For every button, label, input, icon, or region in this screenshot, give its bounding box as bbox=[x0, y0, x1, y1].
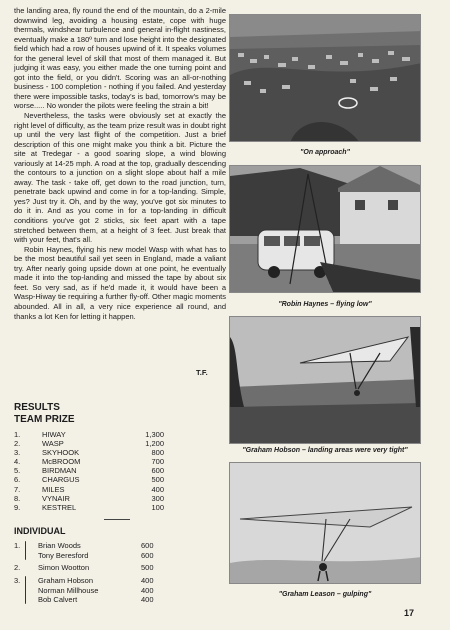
score-cell: 600 bbox=[151, 466, 164, 476]
team-name-cell: HIWAY bbox=[42, 430, 66, 439]
team-prize-heading: TEAM PRIZE bbox=[14, 414, 75, 425]
list-item bbox=[14, 595, 164, 605]
table-row bbox=[14, 503, 164, 512]
rank-cell: 2. bbox=[14, 439, 21, 449]
article-paragraph: Nevertheless, the tasks were obviously set at exactly the right level of difficulty, as the team prize result was in doubt right up until the very last flight of the competition. Just a brief description of this one might make you think a bit. Picture the site at Tredegar - a good soaring slope, a wind blowing variously at 14-25 mph. A road at the top, gradually descending the contours to a junction on a slight slope about half a mile away. The task - take off, get down to the road junction, turn, penetrate back upwind and come in for a top-landing. Simple, yes? Just try it. Oh, and by the way, you've got six minutes to do it in. And as you come in for a top-landing in difficult conditions you've got 2 sticks, six feet apart with a tape stretched between them, at a height of 3 feet. Just break that with your feet, that's all. bbox=[14, 111, 226, 245]
team-name-cell: MILES bbox=[42, 484, 65, 494]
team-name-cell: McBROOM bbox=[42, 457, 81, 467]
rank-cell: 6. bbox=[14, 475, 21, 485]
page-number: 17 bbox=[404, 608, 415, 618]
rank-label: 1. bbox=[14, 541, 21, 550]
pilot-score: 400 bbox=[141, 576, 154, 585]
individual-group-1 bbox=[14, 541, 164, 560]
pilot-score: 500 bbox=[141, 563, 154, 572]
team-name-cell: KESTREL bbox=[42, 502, 77, 512]
table-row bbox=[14, 457, 164, 466]
photo-robin-haynes bbox=[229, 165, 421, 293]
team-name-cell: CHARGUS bbox=[42, 475, 80, 485]
caption-photo-1: "On approach" bbox=[300, 149, 350, 156]
pilot-name: Brian Woods bbox=[38, 541, 81, 550]
pilot-score: 400 bbox=[141, 585, 154, 595]
score-cell: 100 bbox=[151, 502, 164, 512]
author-signoff: T.F. bbox=[196, 368, 208, 377]
score-cell: 800 bbox=[151, 448, 164, 458]
photo-graham-leason bbox=[229, 462, 421, 584]
team-name-cell: VYNAIR bbox=[42, 493, 70, 503]
score-cell: 1,200 bbox=[145, 439, 164, 449]
table-row bbox=[14, 494, 164, 503]
caption-photo-4: "Graham Leason – gulping" bbox=[278, 591, 372, 598]
list-item bbox=[14, 551, 164, 561]
table-row bbox=[14, 475, 164, 484]
list-item bbox=[14, 576, 164, 586]
photo-graham-hobson bbox=[229, 316, 421, 444]
rank-cell: 5. bbox=[14, 466, 21, 476]
score-cell: 500 bbox=[151, 475, 164, 485]
pilot-name: Tony Beresford bbox=[38, 550, 89, 560]
individual-group-2 bbox=[14, 563, 164, 573]
table-row bbox=[14, 466, 164, 475]
results-heading: RESULTS bbox=[14, 402, 60, 413]
rank-cell: 4. bbox=[14, 457, 21, 467]
team-name-cell: BIRDMAN bbox=[42, 466, 77, 476]
table-row bbox=[14, 439, 164, 448]
individual-group-3 bbox=[14, 576, 164, 605]
rank-cell: 9. bbox=[14, 502, 21, 512]
caption-photo-2: "Robin Haynes – flying low" bbox=[278, 301, 372, 308]
rank-cell: 1. bbox=[14, 430, 21, 439]
list-item bbox=[14, 541, 164, 551]
rank-label: 3. bbox=[14, 576, 21, 585]
list-item bbox=[14, 563, 164, 573]
score-cell: 1,300 bbox=[145, 430, 164, 439]
team-results-table bbox=[14, 430, 164, 512]
pilot-name: Bob Calvert bbox=[38, 595, 78, 604]
individual-heading: INDIVIDUAL bbox=[14, 526, 66, 536]
rank-label: 2. bbox=[14, 563, 21, 572]
score-cell: 700 bbox=[151, 457, 164, 467]
rank-cell: 3. bbox=[14, 448, 21, 458]
pilot-score: 600 bbox=[141, 541, 154, 550]
pilot-score: 400 bbox=[141, 595, 154, 604]
team-name-cell: SKYHOOK bbox=[42, 448, 80, 458]
team-name-cell: WASP bbox=[42, 439, 64, 449]
rank-cell: 8. bbox=[14, 493, 21, 503]
article-body bbox=[14, 6, 226, 321]
table-row bbox=[14, 430, 164, 439]
pilot-name: Simon Wootton bbox=[38, 563, 90, 572]
table-row bbox=[14, 485, 164, 494]
photo-on-approach bbox=[229, 14, 421, 142]
article-paragraph: the landing area, fly round the end of the mountain, do a 2-mile downwind leg, avoiding a housing estate, cope with huge thermals, windshear turbulence and general in-flight nastiness, eventually make a 180º turn and lose height into the designated field which had a row of houses upwind of it. It speaks volumes for the general level of skill that most of them managed it. But judging it was easy, you either made the one turning point and got into the field, or you didn't. Scoring was an all-or-nothing business - 100 completion - nothing if you failed. And yesterday there were impossible tasks, today's is bad, tomorrow's may be worse..... No wonder the pilots were feeling the strain a bit! bbox=[14, 6, 226, 111]
table-row bbox=[14, 448, 164, 457]
score-cell: 300 bbox=[151, 493, 164, 503]
score-cell: 400 bbox=[151, 484, 164, 494]
caption-photo-3: "Graham Hobson – landing areas were very tight" bbox=[242, 447, 408, 454]
pilot-name: Graham Hobson bbox=[38, 576, 94, 585]
pilot-score: 600 bbox=[141, 550, 154, 560]
pilot-name: Norman Millhouse bbox=[38, 585, 99, 595]
article-paragraph: Robin Haynes, flying his new model Wasp with what has to be the most beautiful sail yet seen in England, made a valiant try. After nearly going upside down at one point, he eventually made it into the top-landing and missed the tape by about six feet. So very sad, as if he'd made it, it would have been a Wasp-Hiway tie requiring a further fly-off. Other magic moments abounded. All in all, a very nice experience all round, and thanks a lot Ken for letting it happen. bbox=[14, 244, 226, 321]
section-divider bbox=[104, 519, 130, 520]
list-item bbox=[14, 586, 164, 596]
rank-cell: 7. bbox=[14, 484, 21, 494]
